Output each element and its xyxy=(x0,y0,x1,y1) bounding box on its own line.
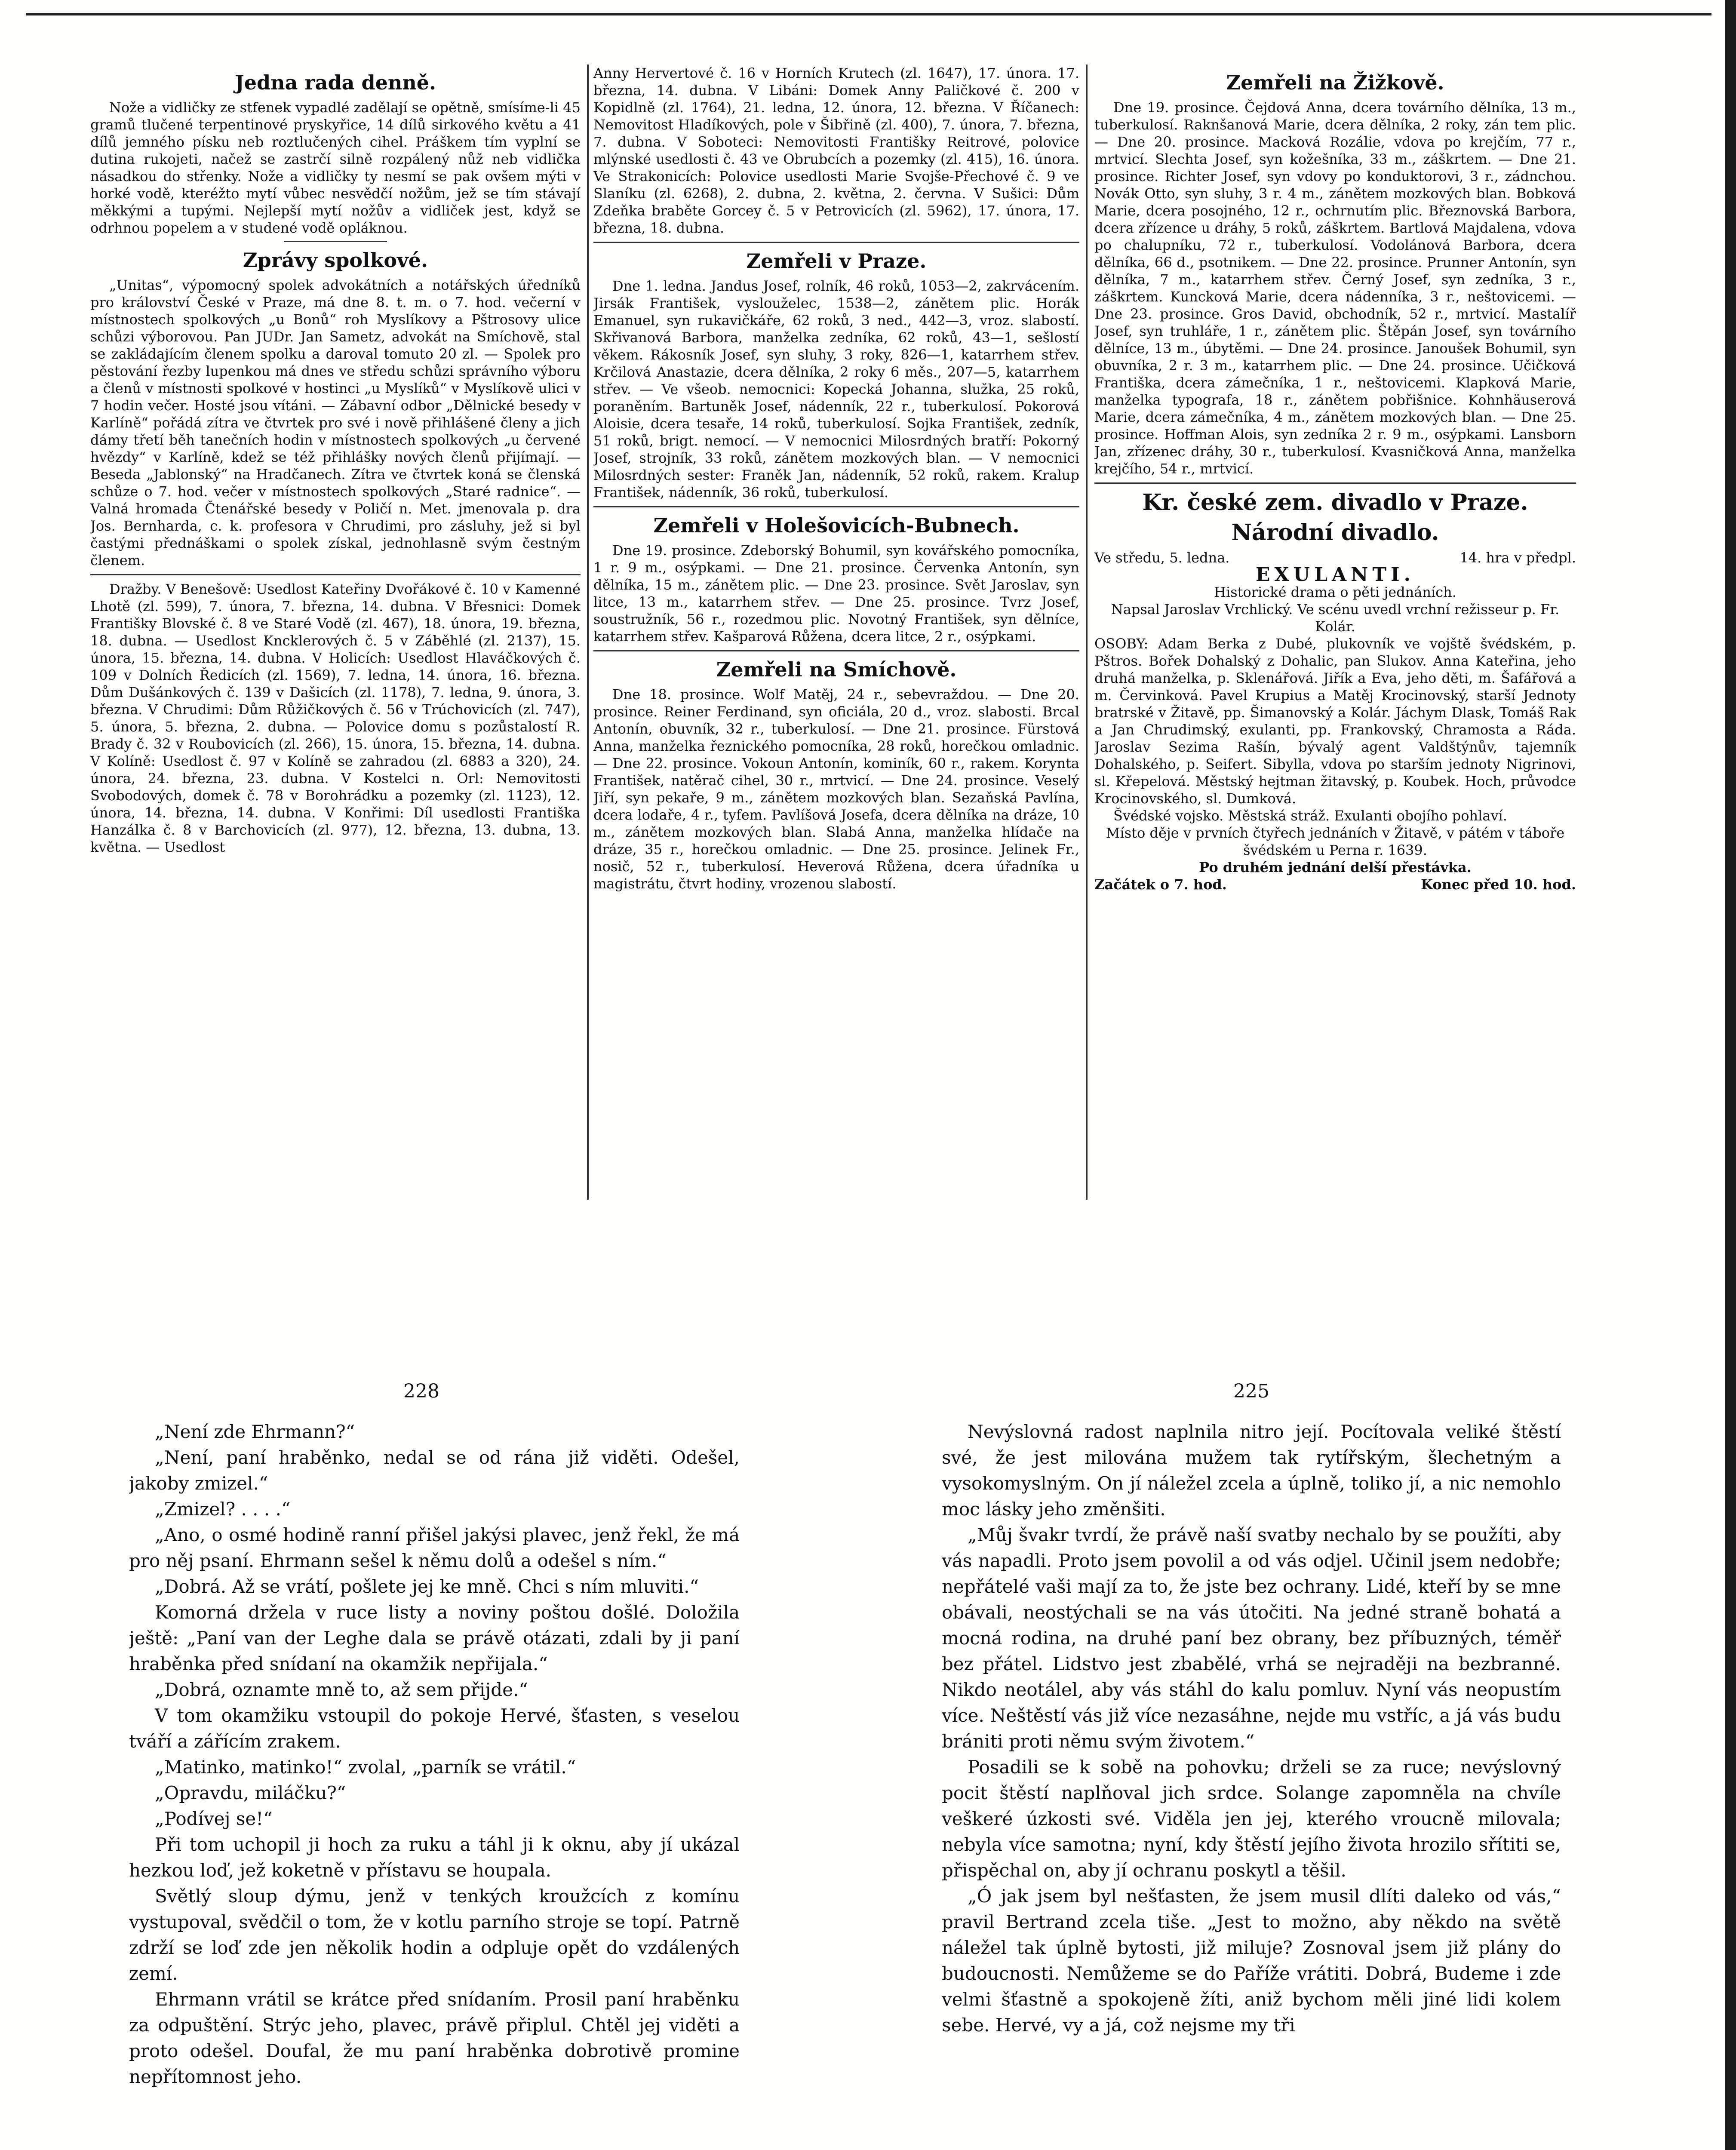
left-paragraph: „Podívej se!“ xyxy=(155,1808,273,1829)
divider xyxy=(593,650,1079,651)
play-extras: Švédské vojsko. Městská stráž. Exulanti obojího pohlaví. xyxy=(1113,808,1507,824)
play-pause: Po druhém jednání delší přestávka. xyxy=(1199,859,1472,875)
column-2 xyxy=(593,64,1079,1200)
play-place: Místo děje v prvních čtyřech jednáních v Žitavě, v pátém v táboře švédském u Perna r. 1639. xyxy=(1106,825,1565,858)
column-divider xyxy=(1086,64,1088,1200)
divider xyxy=(90,574,581,575)
left-paragraph: „Není zde Ehrmann?“ xyxy=(155,1421,355,1442)
theatre-title: Kr. české zem. divadlo v Praze. xyxy=(1142,489,1528,516)
heading-jedna-rada: Jedna rada denně. xyxy=(234,71,436,94)
left-paragraph: „Dobrá. Až se vrátí, pošlete jej ke mně. Chci s ním mluviti.“ xyxy=(155,1576,699,1597)
column-divider xyxy=(587,64,589,1200)
divider xyxy=(593,506,1079,507)
left-paragraph: „Matinko, matinko!“ zvolal, „parník se vrátil.“ xyxy=(155,1757,576,1778)
performance-subscription: 14. hra v předpl. xyxy=(1459,550,1576,566)
right-page-text xyxy=(942,1419,1561,2150)
paragraph-smichov: Dne 18. prosince. Wolf Matěj, 24 r., sebevraždou. — Dne 20. prosince. Reiner Ferdinand, syn oficiála, 20 d., vroz. slabosti. Brcal Antonín, obuvník, 32 r., tuberkulosí. — Dne 21. prosince. Fürstová Anna, manželka řeznického pomocníka, 28 roků, horečkou omladnic. — Dne 22. prosince. Vokoun Antonín, kominík, 60 r., rakem. Korynta František, natěrač cihel, 30 r., mrtvicí. — Dne 24. prosince. Veselý Jiří, syn pekaře, 9 m., zánětem mozkových blan. Sezaňská Pavlína, dcera lodaře, 4 r., tyfem. Pavlíšová Josefa, dcera dělníka na dráze, 10 m., zánětem mozkových blan. Slabá Anna, manželka hlídače na dráze, 35 r., horečkou omladnic. — Dne 25. prosince. Jelinek Fr., nosič, 52 r., tuberkulosí. Heverová Růžena, dcera úřadníka u magistrátu, čtvrt hodiny, vrozenou slabostí. xyxy=(593,686,1079,892)
performance-date: Ve středu, 5. ledna. xyxy=(1094,550,1230,566)
paragraph-holesovice: Dne 19. prosince. Zdeborský Bohumil, syn kovářského pomocníka, 1 r. 9 m., osýpkami. — Dne 21. prosince. Červenka Antonín, syn dělníka, 15 m., zánětem plic. — Dne 23. prosince. Svět Jaroslav, syn litce, 13 m., katarrhem střev. — Dne 25. prosince. Tvrz Josef, soustružník, 56 r., rozedmou plic. Novotný František, syn dělníce, katarrhem střev. Kašparová Růžena, dcera litce, 2 r., osýpkami. xyxy=(593,542,1079,645)
heading-zemreli-zizkov: Zemřeli na Žižkově. xyxy=(1226,71,1444,94)
right-paragraph: Nevýslovná radost naplnila nitro její. Pocítovala veliké štěstí své, že jest milována mužem tak rytířským, šlechetným a vysokomyslným. On jí náležel zcela a úplně, toliko jí, a nic nemohlo moc lásky jeho změnšiti. xyxy=(942,1421,1561,1520)
paragraph-zizkov: Dne 19. prosince. Čejdová Anna, dcera továrního dělníka, 13 m., tuberkulosí. Raknšanová Marie, dcera dělníka, 2 roky, zán tem plic. — Dne 20. prosince. Macková Rozálie, vdova po krejčím, 77 r., mrtvicí. Slechta Josef, syn kožešníka, 33 m., záškrtem. — Dne 21. prosince. Richter Josef, syn vdovy po konduktorovi, 3 r., zádnchou. Novák Otto, syn sluhy, 3 r. 4 m., zánětem mozkových blan. Bobková Marie, dcera posojného, 12 r., ochrnutím plic. Březnovská Barbora, dcera zřízence u dráhy, 5 roků, záškrtem. Bartlová Majdalena, vdova po chalupníku, 72 r., tuberkulosí. Vodolánová Barbora, dcera dělníka, 66 d., psotnikem. — Dne 22. prosince. Prunner Antonín, syn dělníka, 7 m., katarrhem střev. Černý Josef, syn zedníka, 3 r., záškrtem. Kuncková Marie, dcera nádenníka, 3 r., neštovicemi. — Dne 23. prosince. Gros David, obchodník, 52 r., mrtvicí. Mastalíř Josef, syn truhláře, 1 r., zánětem plic. Štěpán Josef, syn továrního dělníce, 13 m., úbytěmi. — Dne 24. prosince. Janoušek Bohumil, syn obuvníka, 2 r. 3 m., katarrhem plic. — Dne 24. prosince. Učičková Františka, dcera zámečníka, 1 r., neštovicemi. Klapková Marie, manželka typografa, 18 r., zánětem pobřišnice. Kohnhäuserová Marie, dcera zámečníka, 4 m., zánětem mozkových blan. — Dne 25. prosince. Hoffman Alois, syn zedníka 2 r. 9 m., osýpkami. Lansborn Jan, zřízenec dráhy, 30 r., tuberkulosí. Kvasničková Anna, manželka krejčího, 54 r., mrtvicí. xyxy=(1094,99,1576,477)
left-page-number: 228 xyxy=(403,1380,439,1402)
scan-edge-shadow xyxy=(1725,0,1736,2150)
left-paragraph: Světlý sloup dýmu, jenž v tenkých kroužcích z komínu vystupoval, svědčil o tom, že v kotlu parního stroje se topí. Patrně zdrží se loď zde jen několik hodin a odpluje opět do vzdálených zemí. xyxy=(129,1886,740,1984)
left-paragraph: „Zmizel? . . . .“ xyxy=(155,1499,291,1520)
left-paragraph: „Ano, o osmé hodině ranní přišel jakýsi plavec, jenž řekl, že má pro něj psaní. Ehrmann sešel k němu dolů a odešel s ním.“ xyxy=(129,1524,740,1571)
right-paragraph: Posadili se k sobě na pohovku; drželi se za ruce; nevýslovný pocit štěstí naplňoval jich srdce. Solange zapomněla na chvíle veškeré úzkosti své. Viděla jen jej, kterého vroucně milovala; nebyla více samotna; nyní, kdy štěstí jejího života hrozilo sřítiti se, přispěchal on, aby jí ochranu poskytl a těšil. xyxy=(942,1757,1561,1881)
paragraph-praze: Dne 1. ledna. Jandus Josef, rolník, 46 roků, 1053—2, zakrvácením. Jirsák František, vyslouželec, 1538—2, zánětem plic. Horák Emanuel, syn rukavičkáře, 62 roků, 3 ned., 442—3, vroz. slabostí. Skřivanová Barbora, manželka zedníka, 62 roků, 43—1, sešlostí věkem. Rákosník Josef, syn sluhy, 3 roky, 826—1, katarrhem střev. Krčilová Anastazie, dcera dělníka, 2 roky 6 měs., 207—5, katarrhem střev. — Ve všeob. nemocnici: Kopecká Johanna, služka, 25 roků, poraněním. Bartuněk Josef, nádenník, 22 r., tuberkulosí. Pokorová Aloisie, dcera tesaře, 14 roků, tuberkulosí. Sojka František, zedník, 51 roků, brigt. nemocí. — V nemocnici Milosrdných bratří: Pokorný Josef, strojník, 33 roků, zánětem mozkových blan. — V nemocnici Milosrdných sester: Franěk Jan, nádenník, 52 roků, rakem. Kralup František, nádenník, 36 roků, tuberkulosí. xyxy=(593,278,1079,501)
left-page-text xyxy=(129,1419,740,2150)
divider xyxy=(284,241,387,242)
divider xyxy=(1094,482,1576,484)
play-cast: OSOBY: Adam Berka z Dubé, plukovník ve vojště švédském, p. Pštros. Bořek Dohalský z Dohalic, pan Slukov. Anna Kateřina, jeho druhá manželka, p. Sklenářová. Jiřík a Eva, jeho děti, m. Šafářová a m. Červinková. Pavel Krupius a Matěj Krocinovský, starší Jednoty bratrské v Žitavě, pp. Šimanovský a Kolár. Jáchym Dlask, Tomáš Rak a Jan Chrudimský, exulanti, pp. Frankovský, Chramosta a Ráda. Jaroslav Sezima Rašín, bývalý agent Valdštýnův, tajemník Dohalského, p. Seifert. Sibylla, vdova po starším jednoty Nigrinovi, sl. Křepelová. Městský hejtman žitavský, p. Koubek. Hoch, průvodce Krocinovského, sl. Dumková. xyxy=(1094,636,1576,807)
left-paragraph: Komorná držela v ruce listy a noviny poštou došlé. Doložila ještě: „Paní van der Leghe dala se právě otázati, zdali by ji paní hraběnka před snídaní na okamžik nepřijala.“ xyxy=(129,1602,740,1674)
paragraph-drazby: Dražby. V Benešově: Usedlost Kateřiny Dvořákové č. 10 v Kamenné Lhotě (zl. 599), 7. února, 7. března, 14. dubna. V Břesnici: Domek Františky Blovské č. 8 ve Staré Vodě (zl. 467), 18. února, 19. března, 18. dubna. — Usedlost Kncklerových č. 5 v Záběhlé (zl. 2137), 15. února, 15. března, 14. dubna. V Holicích: Usedlost Hlaváčkových č. 109 v Dolních Ředicích (zl. 1569), 7. ledna, 14. února, 16. března. Dům Dušánkových č. 139 v Dašicích (zl. 1178), 7. ledna, 9. února, 3. března. V Chrudimi: Dům Růžičkových č. 56 v Trúchovicích (zl. 747), 5. února, 5. března, 2. dubna. — Polovice domu s pozůstalostí R. Brady č. 32 v Roubovicích (zl. 266), 15. února, 15. března, 14. dubna. V Kolíně: Usedlost č. 97 v Kolíně se zahradou (zl. 6883 a 320), 24. února, 24. března, 23. dubna. V Kostelci n. Orl: Nemovitosti Svobodových, domek č. 78 v Borohrádku a pozemky (zl. 1123), 12. února, 14. března, 14. dubna. V Konřimi: Díl usedlosti Františka Hanzálka č. 8 v Barchovicích (zl. 977), 12. března, 13. dubna, 13. května. — Usedlost xyxy=(90,581,581,855)
heading-zpravy-spolkove: Zprávy spolkové. xyxy=(243,249,428,272)
paragraph-anny: Anny Hervertové č. 16 v Horních Krutech (zl. 1647), 17. února. 17. března, 14. dubna. V Libáni: Domek Anny Paličkové č. 200 v Kopidlně (zl. 1764), 21. ledna, 12. února, 12. března. V Říčanech: Nemovitost Hladíkových, pole v Šibřině (zl. 400), 7. února, 7. března, 7. dubna. V Soboteci: Nemovitosti Františky Reitrové, polovice mlýnské usedlosti č. 43 ve Obrubcích a pozemky (zl. 415), 16. února. Ve Strakonicích: Polovice usedlosti Marie Svojše-Přechové č. 9 ve Slaníku (zl. 6268), 2. dubna, 2. května, 2. června. V Sušici: Dům Zdeňka braběte Gorcey č. 5 v Petrovicích (zl. 5962), 17. února, 17. března, 18. dubna. xyxy=(593,65,1079,236)
left-paragraph: „Dobrá, oznamte mně to, až sem přijde.“ xyxy=(155,1679,528,1700)
start-time: Začátek o 7. hod. xyxy=(1094,876,1227,893)
right-paragraph: „Můj švakr tvrdí, že právě naší svatby nechalo by se použíti, aby vás napadli. Proto jsem povolil a od vás odjel. Učinil jsem nedobře; nepřátelé vaši mají za to, že jste bez ochrany. Lidé, kteří by se mne obávali, neostýchali se na vás útočiti. Na jedné straně bohatá a mocná rodina, na druhé paní bez obrany, bez příbuzných, téměř bez přátel. Lidstvo jest zbabělé, vrhá se nejraději na bezbranné. Nikdo neotálel, aby vás stáhl do kalu pomluv. Nyní vás neopustím více. Neštěstí vás již více nezasáhne, nejde mu vstříc, a já vás budu brániti proti němu svým životem.“ xyxy=(942,1524,1561,1752)
left-paragraph: Při tom uchopil ji hoch za ruku a táhl ji k oknu, aby jí ukázal hezkou loď, jež koketně v přístavu se houpala. xyxy=(129,1834,740,1881)
paragraph-noze: Nože a vidličky ze stfenek vypadlé zadělají se opětně, smísíme-li 45 gramů tlučené terpentinové pryskyřice, 14 dílů sirkového květu a 41 dílů jemného písku neb roztlučených cihel. Práškem tím vyplní se dutina rukojeti, načež se zastrčí silně rozpálený nůž neb vidlička násadkou do střenky. Nože a vidličky ty nesmí se pak ovšem mýti v horké vodě, kteréžto mytí vůbec nesvědčí nožům, jež se tím stávají měkkými a tupými. Nejlepší mytí nožův a vidliček jest, když se odrhnou popelem a v studené vodě opláknou. xyxy=(90,99,581,236)
end-time: Konec před 10. hod. xyxy=(1421,876,1576,893)
left-paragraph: „Není, paní hraběnko, nedal se od rána již viděti. Odešel, jakoby zmizel.“ xyxy=(129,1447,740,1494)
paragraph-unitas: „Unitas“, výpomocný spolek advokátních a notářských úředníků pro království České v Praze, má dne 8. t. m. o 7. hod. večerní v místnostech spolkových „u Bonů“ roh Myslíkovy a Pštrosovy ulice schůzi výborovou. Pan JUDr. Jan Sametz, advokát na Smíchově, stal se zakládajícím členem spolku a daroval tomuto 20 zl. — Spolek pro pěstování řezby lupenkou má dnes ve středu schůzi správního výboru a členů v místnosti spolkové v hostinci „u Myslíků“ v Myslíkově ulici v 7 hodin večer. Hosté jsou vítáni. — Zábavní odbor „Dělnické besedy v Karlíně“ pořádá zítra ve čtvrtek pro své i nově přihlášené členy a jich dámy třetí běh tanečních hodin v místnostech spolkových „u červené hvězdy“ v Karlíně, kdež se též přihlášky nových členů přijímají. — Beseda „Jablonský“ na Hradčanech. Zítra ve čtvrtek koná se členská schůze o 7. hod. večer v místnostech spolkových „Staré radnice“. — Valná hromada Čtenářské besedy v Poličí n. Met. jmenovala p. dra Jos. Bernharda, c. k. profesora v Chrudimi, pro zásluhy, jež si byl častými přednáškami o spolek získal, jednohlasně svým čestným členem. xyxy=(90,277,581,568)
left-paragraph: V tom okamžiku vstoupil do pokoje Hervé, šťasten, s veselou tváří a zářícím zrakem. xyxy=(129,1705,740,1752)
top-border-rule xyxy=(26,13,1711,15)
left-paragraph: Ehrmann vrátil se krátce před snídaním. Prosil paní hraběnku za odpuštění. Strýc jeho, plavec, právě připlul. Chtěl jej viděti a proto odešel. Doufal, že mu paní hraběnka dobrotivě promine nepřítomnost jeho. xyxy=(129,1989,740,2087)
play-description: Historické drama o pěti jednáních. xyxy=(1214,584,1456,600)
right-paragraph: „Ó jak jsem byl nešťasten, že jsem musil dlíti daleko od vás,“ pravil Bertrand zcela tiše. „Jest to možno, aby někdo na světě náležel tak úplně bytosti, již miluje? Zosnoval jsem již plány do budoucnosti. Nemůžeme se do Paříže vrátiti. Dobrá, Budeme i zde velmi šťastně a spokojeně žíti, aniž bychom měli jiné lidi kolem sebe. Hervé, vy a já, což nejsme my tři xyxy=(942,1886,1561,2036)
column-1 xyxy=(90,64,581,1200)
heading-zemreli-holesovice: Zemřeli v Holešovicích-Bubnech. xyxy=(653,514,1020,537)
column-3 xyxy=(1094,64,1576,1200)
divider xyxy=(593,242,1079,243)
left-paragraph: „Opravdu, miláčku?“ xyxy=(155,1782,346,1803)
play-title: EXULANTI. xyxy=(1256,564,1415,586)
heading-zemreli-praze: Zemřeli v Praze. xyxy=(746,249,927,273)
time-row xyxy=(1094,876,1576,893)
theatre-subtitle: Národní divadlo. xyxy=(1231,519,1439,546)
heading-zemreli-smichov: Zemřeli na Smíchově. xyxy=(716,658,957,681)
right-page-number: 225 xyxy=(1233,1380,1269,1402)
play-author: Napsal Jaroslav Vrchlický. Ve scénu uvedl vrchní režisseur p. Fr. Kolár. xyxy=(1111,601,1560,635)
